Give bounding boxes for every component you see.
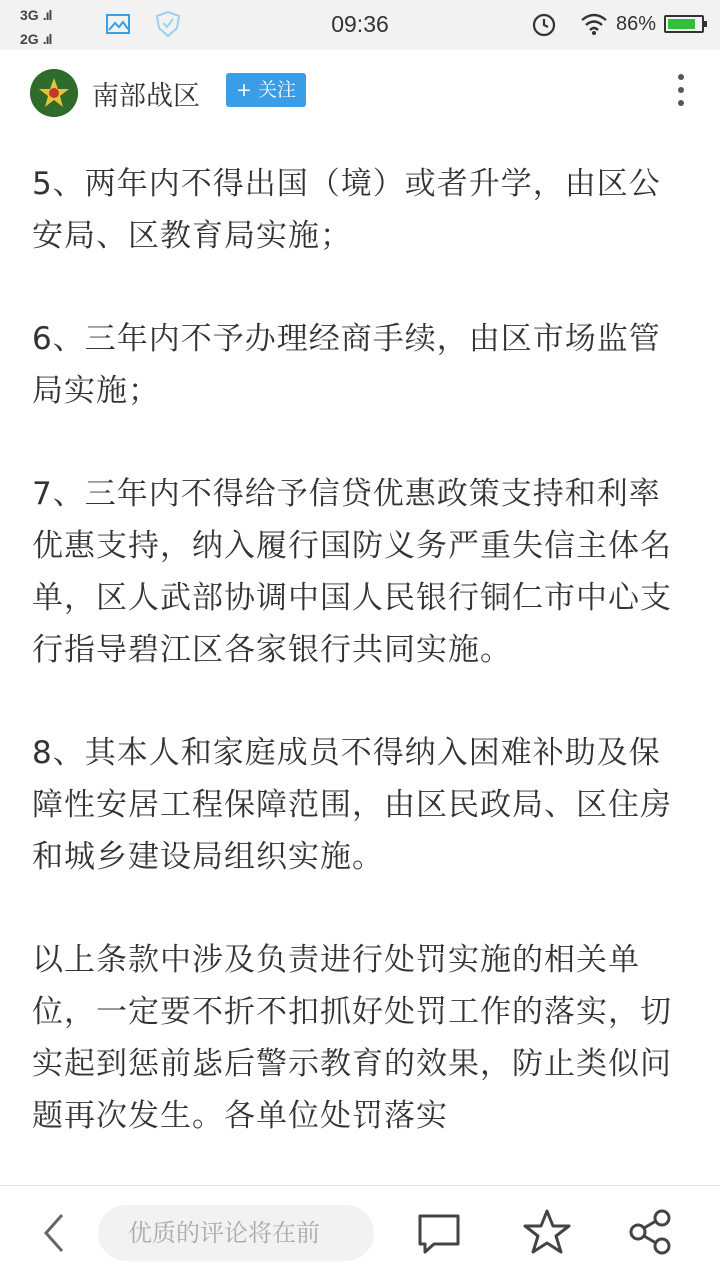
- battery-fill: [668, 19, 695, 29]
- wifi-icon: [580, 12, 608, 41]
- article-paragraph: 以上条款中涉及负责进行处罚实施的相关单位，一定要不折不扣抓好处罚工作的落实，切实起到惩前毖后警示教育的效果，防止类似问题再次发生。各单位处罚落实: [32, 942, 672, 1134]
- signal-bars-icon: .ıl: [42, 31, 52, 47]
- star-icon[interactable]: [522, 1208, 572, 1260]
- article-paragraph: 8、其本人和家庭成员不得纳入困难补助及保障性安居工程保障范围，由区民政局、区住房和城乡建设局组织实施。: [32, 735, 672, 875]
- article-paragraph: 7、三年内不得给予信贷优惠政策支持和利率优惠支持，纳入履行国防义务严重失信主体名单，区人武部协调中国人民银行铜仁市中心支行指导碧江区各家银行共同实施。: [32, 476, 672, 668]
- back-icon[interactable]: [40, 1211, 68, 1259]
- alarm-icon: [530, 10, 558, 43]
- network-1-label: 3G: [20, 7, 39, 23]
- source-avatar[interactable]: [30, 69, 78, 117]
- comment-input[interactable]: 优质的评论将在前: [98, 1205, 374, 1261]
- source-name[interactable]: 南部战区: [92, 81, 200, 112]
- share-icon[interactable]: [628, 1208, 674, 1260]
- article-paragraph: 5、两年内不得出国（境）或者升学，由区公安局、区教育局实施；: [32, 166, 661, 254]
- signal-bars-icon: .ıl: [42, 7, 52, 23]
- more-menu-icon[interactable]: [678, 74, 686, 113]
- network-2-label: 2G: [20, 31, 39, 47]
- battery-percent: 86%: [615, 13, 656, 35]
- article-header: [0, 50, 720, 134]
- clock: 09:36: [331, 11, 389, 37]
- follow-button[interactable]: + 关注: [226, 73, 306, 107]
- article-paragraph: 6、三年内不予办理经商手续，由区市场监管局实施；: [32, 321, 661, 409]
- status-bar: [0, 0, 720, 50]
- article-body: [32, 158, 692, 1193]
- bottom-toolbar: [0, 1185, 720, 1281]
- battery-icon: [664, 15, 704, 33]
- comment-icon[interactable]: [416, 1212, 462, 1260]
